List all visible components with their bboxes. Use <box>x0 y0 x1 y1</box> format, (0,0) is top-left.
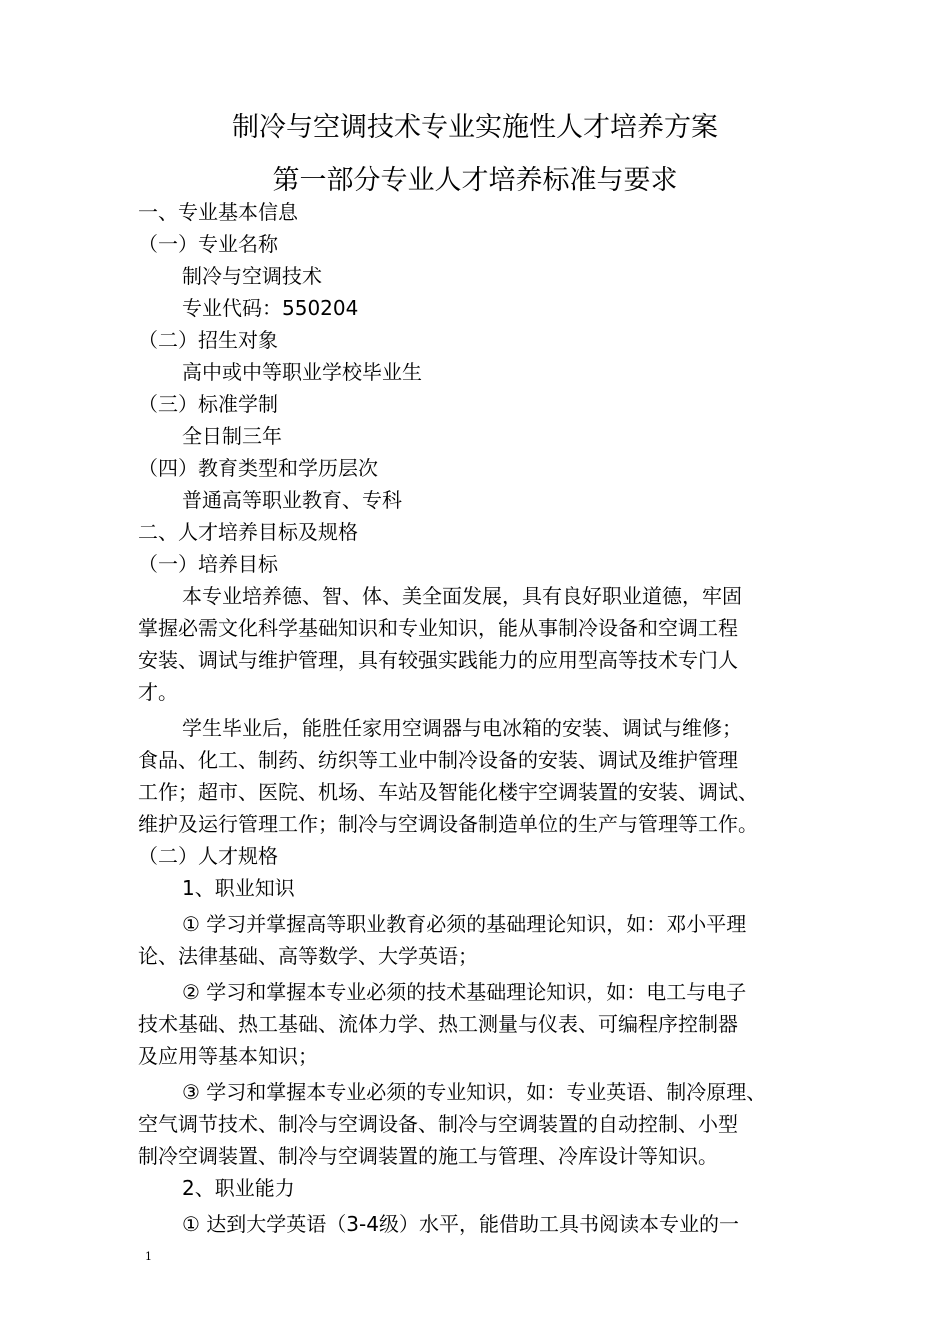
education-type-value: 普通高等职业教育、专科 <box>182 488 402 512</box>
document-title: 制冷与空调技术专业实施性人才培养方案 <box>232 112 718 143</box>
heading-training-goals: 二、人才培养目标及规格 <box>138 520 358 544</box>
subheading-major-name: （一）专业名称 <box>138 232 278 256</box>
major-code: 专业代码：550204 <box>182 296 359 320</box>
paragraph-line: 及应用等基本知识； <box>138 1044 318 1068</box>
paragraph-line: ① 学习并掌握高等职业教育必须的基础理论知识，如：邓小平理 <box>182 912 747 936</box>
paragraph-line: 技术基础、热工基础、流体力学、热工测量与仪表、可编程序控制器 <box>138 1012 738 1036</box>
paragraph-line: ① 达到大学英语（3-4级）水平，能借助工具书阅读本专业的一 <box>182 1212 739 1236</box>
subheading-duration: （三）标准学制 <box>138 392 278 416</box>
paragraph-line: ③ 学习和掌握本专业必须的专业知识，如：专业英语、制冷原理、 <box>182 1080 767 1104</box>
paragraph-line: 本专业培养德、智、体、美全面发展，具有良好职业道德，牢固 <box>182 584 742 608</box>
paragraph-line: 论、法律基础、高等数学、大学英语； <box>138 944 478 968</box>
paragraph-line: 空气调节技术、制冷与空调设备、制冷与空调装置的自动控制、小型 <box>138 1112 738 1136</box>
paragraph-line: 学生毕业后，能胜任家用空调器与电冰箱的安装、调试与维修； <box>182 716 742 740</box>
paragraph-line: 制冷空调装置、制冷与空调装置的施工与管理、冷库设计等知识。 <box>138 1144 718 1168</box>
section-title: 第一部分专业人才培养标准与要求 <box>272 165 678 196</box>
major-name-value: 制冷与空调技术 <box>182 264 322 288</box>
document-body <box>138 196 838 1240</box>
paragraph-line: 食品、化工、制药、纺织等工业中制冷设备的安装、调试及维护管理 <box>138 748 738 772</box>
paragraph-line: 工作；超市、医院、机场、车站及智能化楼宇空调装置的安装、调试、 <box>138 780 758 804</box>
paragraph-line: ② 学习和掌握本专业必须的技术基础理论知识，如：电工与电子 <box>182 980 747 1004</box>
page-number: 1 <box>145 1250 152 1263</box>
subheading-education-type: （四）教育类型和学历层次 <box>138 456 378 480</box>
paragraph-line: 安装、调试与维护管理，具有较强实践能力的应用型高等技术专门人 <box>138 648 738 672</box>
paragraph-line: 才。 <box>138 680 178 704</box>
paragraph-line: 维护及运行管理工作；制冷与空调设备制造单位的生产与管理等工作。 <box>138 812 758 836</box>
item-professional-knowledge: 1、职业知识 <box>182 876 295 900</box>
subheading-specification: （二）人才规格 <box>138 844 278 868</box>
item-professional-ability: 2、职业能力 <box>182 1176 295 1200</box>
enrollment-value: 高中或中等职业学校毕业生 <box>182 360 422 384</box>
paragraph-line: 掌握必需文化科学基础知识和专业知识，能从事制冷设备和空调工程 <box>138 616 738 640</box>
subheading-goal: （一）培养目标 <box>138 552 278 576</box>
subheading-enrollment: （二）招生对象 <box>138 328 278 352</box>
heading-basic-info: 一、专业基本信息 <box>138 200 298 224</box>
duration-value: 全日制三年 <box>182 424 282 448</box>
